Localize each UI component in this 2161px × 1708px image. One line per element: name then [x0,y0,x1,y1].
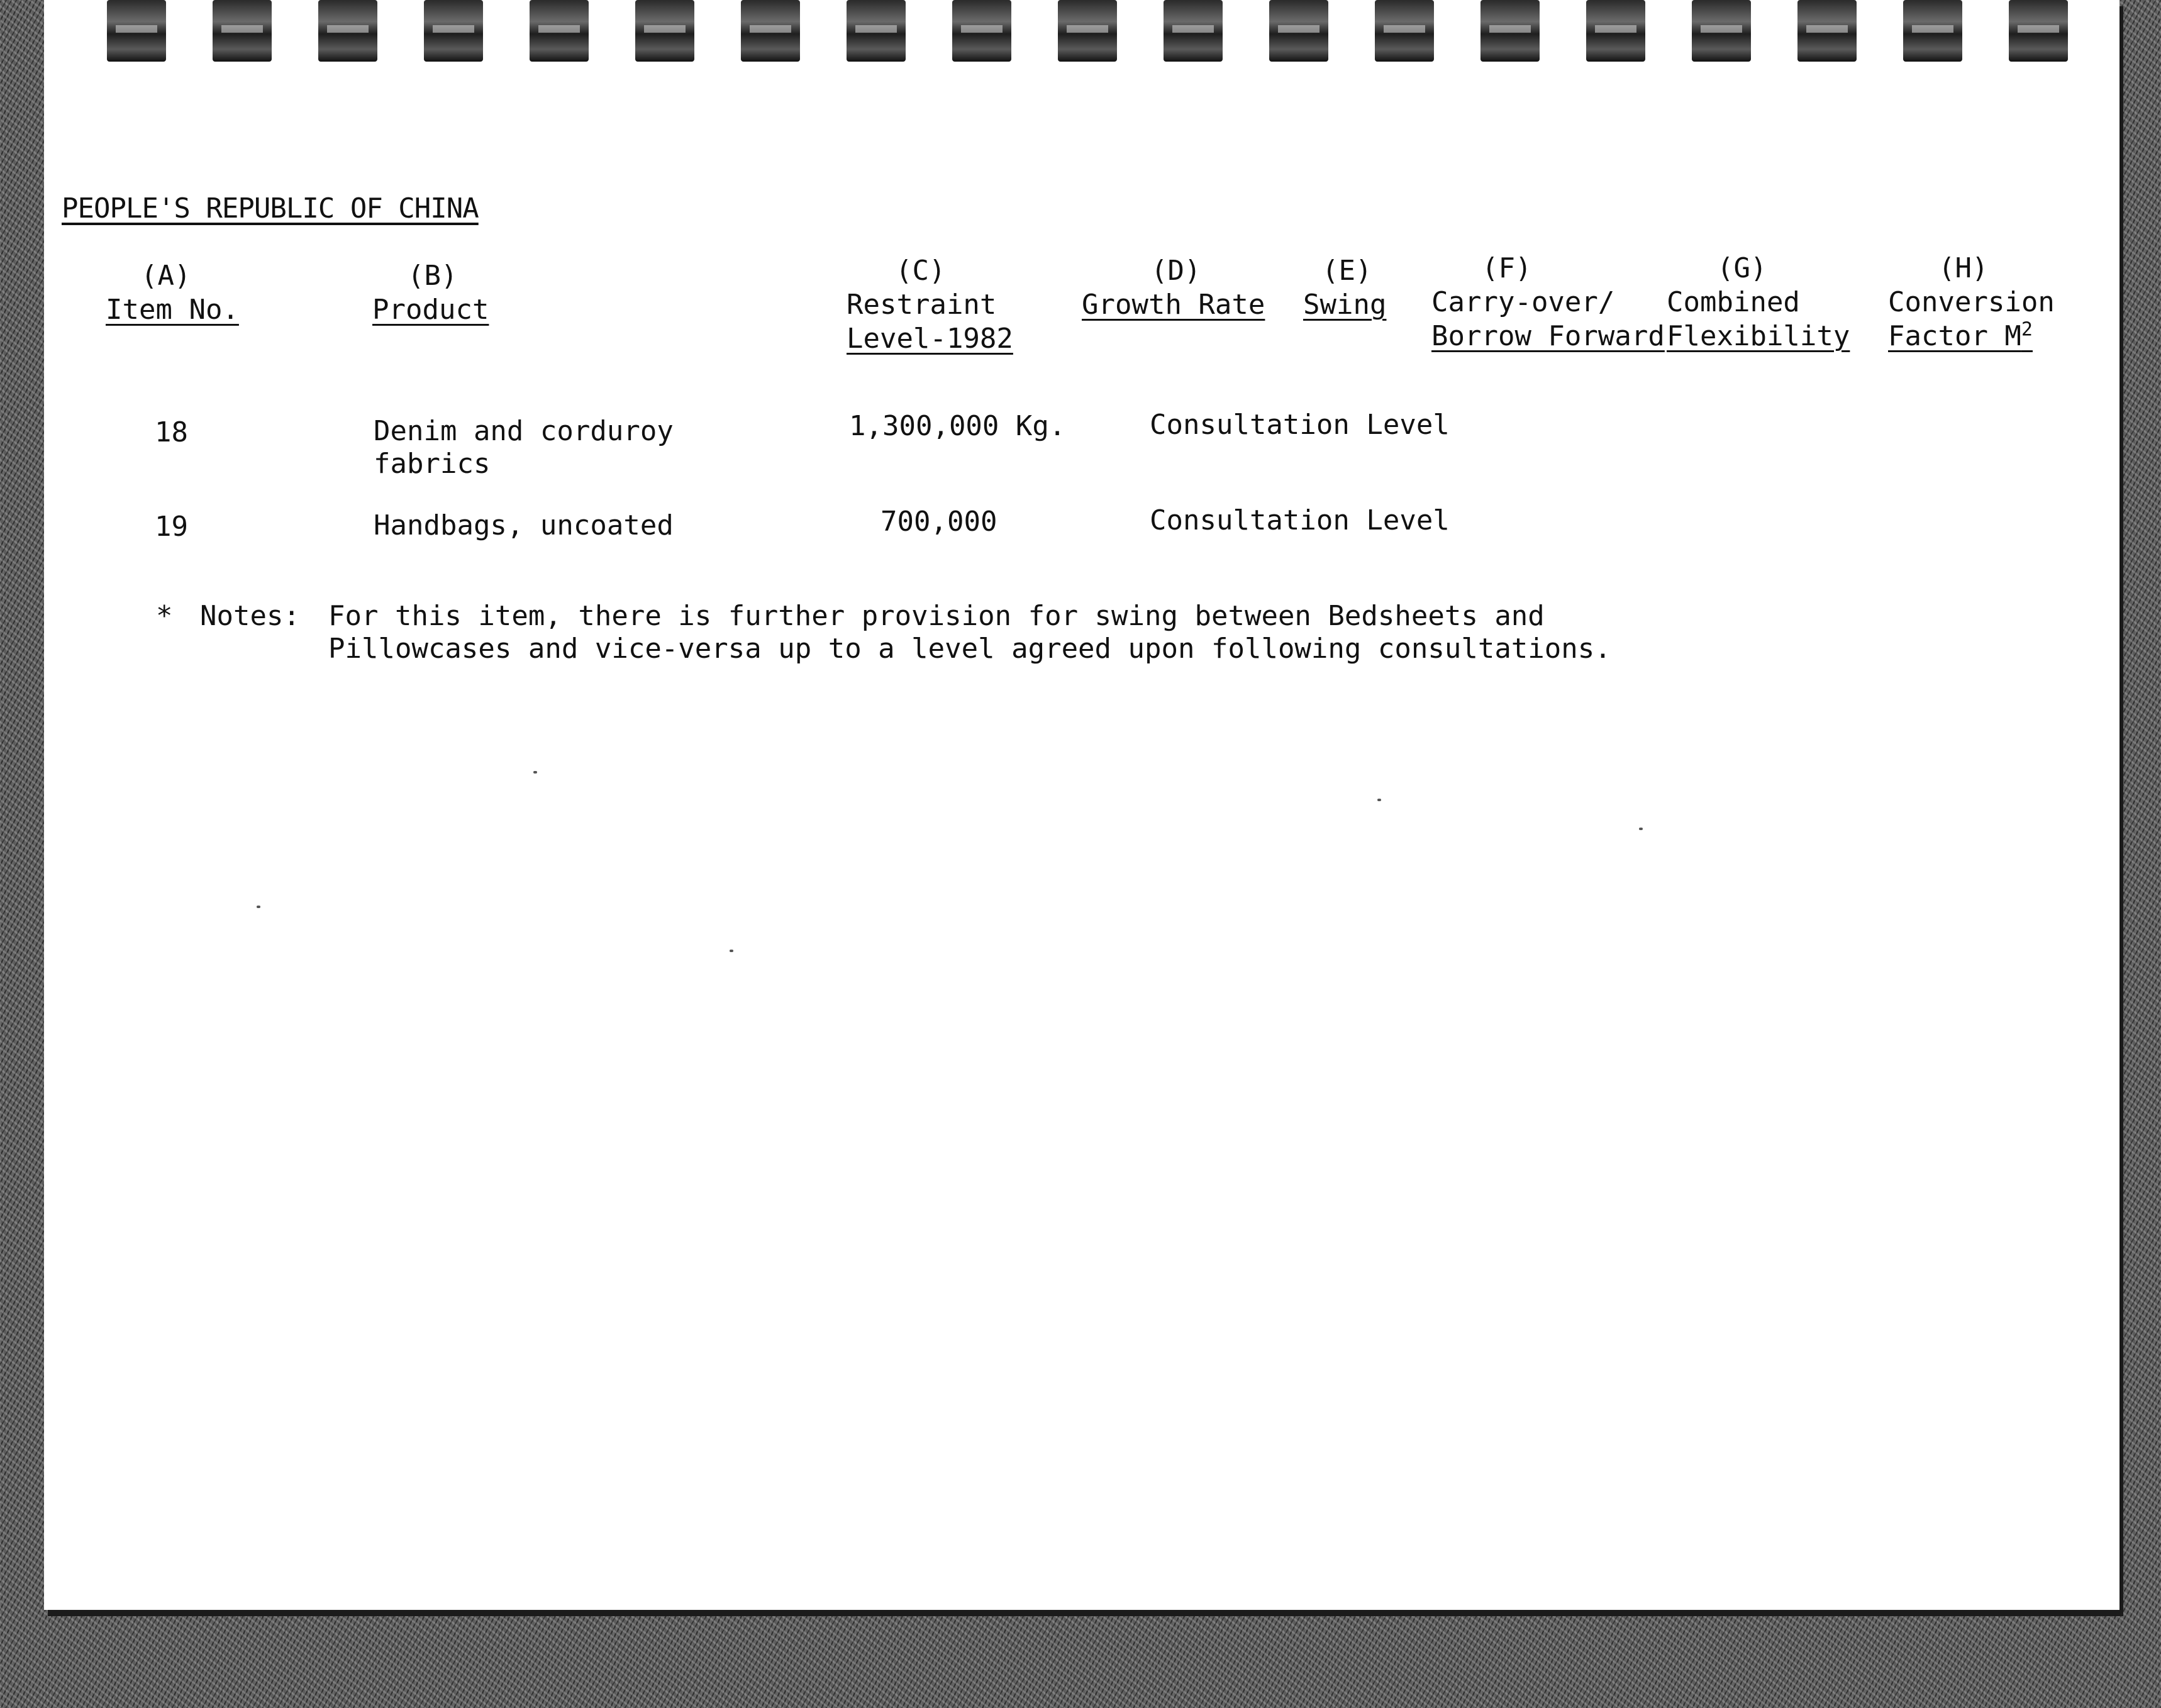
column-header-a [106,259,239,327]
binding-ring [1480,0,1540,62]
column-label: Growth Rate [1082,289,1265,321]
binding-ring [635,0,694,62]
notes-line: Pillowcases and vice-versa up to a level agreed upon following consultations. [328,633,1611,665]
binding-ring [1797,0,1857,62]
binding-ring [952,0,1011,62]
document-page [44,0,2119,1610]
binding-ring [1692,0,1751,62]
notes-label: Notes: [200,600,300,632]
asterisk-mark: * [156,600,173,632]
column-label: Item No. [106,294,239,326]
notes-text [328,600,1743,665]
spiral-binding [44,0,2119,69]
superscript: 2 [2021,318,2033,341]
binding-ring [2009,0,2068,62]
column-label: Carry-over/ [1431,286,1615,318]
binding-ring [318,0,377,62]
column-header-e [1303,254,1386,322]
table-cell-item: 19 [155,511,188,543]
binding-ring [1269,0,1328,62]
column-letter: (C) [896,255,946,287]
column-letter: (E) [1322,255,1372,287]
table-cell-growth: Consultation Level [1150,504,1450,536]
table-cell-item: 18 [155,416,188,448]
column-letter: (A) [141,260,191,292]
column-header-d [1082,254,1265,322]
column-label [1888,320,2033,352]
product-line: Handbags, uncoated [374,509,674,541]
product-line: Denim and corduroy [374,415,674,447]
binding-ring [847,0,906,62]
binding-ring [1164,0,1223,62]
binding-ring [1375,0,1434,62]
scan-speck [257,906,260,908]
column-label: Borrow Forward [1431,320,1665,352]
column-letter: (B) [408,260,458,292]
table-cell-restraint: 700,000 [881,506,997,538]
column-label: Product [372,294,489,326]
scan-speck [1639,828,1643,830]
document-title: PEOPLE'S REPUBLIC OF CHINA [62,192,479,225]
column-label: Conversion [1888,286,2055,318]
table-cell-product [374,509,674,542]
table-cell-product [374,415,674,480]
table-cell-growth: Consultation Level [1150,409,1450,441]
column-letter: (G) [1717,252,1767,284]
column-label: Combined [1667,286,1800,318]
binding-ring [1058,0,1117,62]
binding-ring [1586,0,1645,62]
binding-ring [741,0,800,62]
binding-ring [107,0,166,62]
scan-speck [730,950,733,952]
column-header-b [372,259,489,327]
column-header-g [1667,252,1850,353]
column-label: Level-1982 [847,323,1013,355]
column-letter: (F) [1482,252,1532,284]
column-header-f [1431,252,1665,353]
binding-ring [1903,0,1962,62]
column-label: Flexibility [1667,320,1850,352]
binding-ring [213,0,272,62]
column-label: Swing [1303,289,1387,321]
column-letter: (D) [1151,255,1201,287]
scan-speck [1377,799,1381,801]
scan-speck [533,771,537,774]
binding-ring [424,0,483,62]
column-label: Restraint [847,289,997,321]
binding-ring [530,0,589,62]
product-line: fabrics [374,448,491,480]
column-letter: (H) [1938,252,1989,284]
notes-line: For this item, there is further provision for swing between Bedsheets and [328,600,1545,632]
table-cell-restraint: 1,300,000 Kg. [849,410,1066,442]
column-header-h [1888,252,2055,353]
column-label-text: Factor M [1888,320,2021,352]
column-header-c [847,254,1013,356]
